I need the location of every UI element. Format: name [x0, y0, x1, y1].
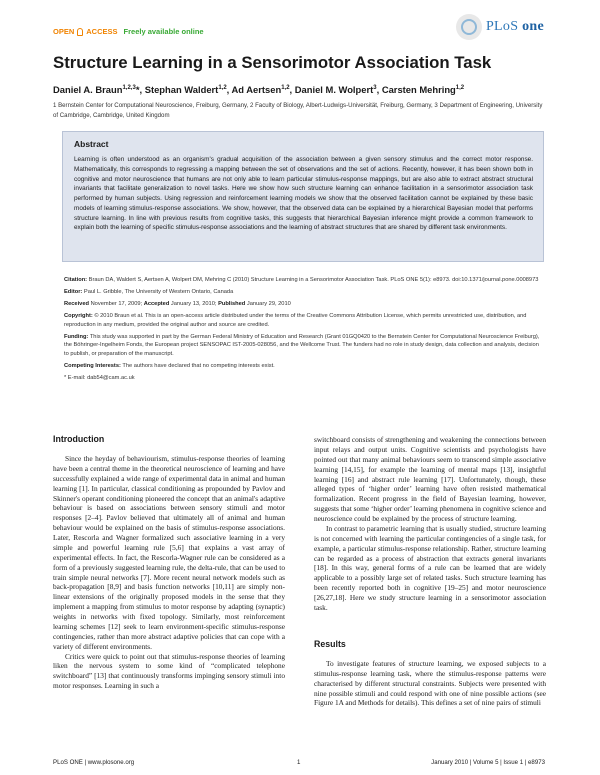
copyright [64, 312, 542, 329]
logo-text [486, 19, 544, 35]
footer-journal: PLoS ONE | www.plosone.org [53, 759, 135, 766]
logo-one: one [522, 19, 544, 34]
author-affil-sup: 1,2 [281, 84, 290, 91]
accepted-date: January 13, 2010; [170, 300, 217, 307]
received-date: November 17, 2009; [90, 300, 143, 307]
email-text: * E-mail: dab54@cam.ac.uk [64, 374, 135, 381]
competing-label: Competing Interests: [64, 362, 121, 369]
competing-interests [64, 362, 542, 371]
author-affil-sup: 3 [373, 84, 377, 91]
logo-plos: PLoS [485, 19, 519, 34]
received-label: Received [64, 300, 89, 307]
published-date: January 29, 2010 [246, 300, 291, 307]
citation-label: Citation: [64, 277, 88, 283]
dates [64, 300, 542, 309]
intro-paragraph-4: In contrast to parametric learning that is usually studied, structure learning is not concerned with learning the particular contingencies of a single task, for example, a particular stimulus-response relationship. Rather, structure learning can be regarded as a process of abstraction that extracts general invariants [18]. In this way, general forms of a rule can be learned that are widely applicable to a possibly large set of related tasks. Such structure learning has been recently reported both in cognitive [19–25] and motor neuroscience [26,27,18]. Here we study structure learning in a sensorimotor association task. [314, 523, 546, 612]
author-separator: , [289, 84, 295, 95]
results-paragraph-1: To investigate features of structure learning, we exposed subjects to a stimulus-response learning task, where the stimulus-response patterns were characterised by different structural constraints. Subjects were presented with nine possible stimuli and could respond with one of nine possible actions (see Figure 1A and Methods for details). This defines a set of nine pairs of stimuli [314, 658, 546, 708]
copyright-label: Copyright: [64, 312, 93, 319]
author-separator: , [376, 84, 382, 95]
results-heading: Results [314, 639, 346, 649]
author-name: Stephan Waldert [144, 84, 219, 95]
intro-paragraph-2: Critics were quick to point out that stimulus-response theories of learning liken the nervous system to some kind of “complicated telephone switchboard” [13] that continuously transforms impinging sensory stimuli into motor responses. Learning in such a [53, 651, 285, 691]
access-label: ACCESS [86, 27, 118, 36]
plos-logo-icon [456, 14, 482, 40]
copyright-text: © 2010 Braun et al. This is an open-access article distributed under the terms of the Creative Commons Attribution License, which permits unrestricted use, distribution, and reproduction in any medium, provided the original author and source are credited. [64, 312, 527, 328]
affiliations: 1 Bernstein Center for Computational Neuroscience, Freiburg, Germany, 2 Faculty of Biology, Albert-Ludwigs-Universität, Freiburg, Germany, 3 Department of Engineering, University of Cambridge, Cambridge, United Kingdom [53, 102, 543, 119]
open-lock-icon [77, 28, 83, 36]
citation-text: Braun DA, Waldert S, Aertsen A, Wolpert DM, Mehring C (2010) Structure Learning in a Sensorimotor Association Task. PLoS ONE 5(1): e8973. doi:10.1371/journal.pone.0008973 [88, 277, 539, 283]
freely-available-label: Freely available online [123, 27, 204, 36]
published-label: Published [218, 300, 246, 307]
author-name: Daniel M. Wolpert [294, 84, 374, 95]
citation [64, 276, 542, 285]
email [64, 374, 542, 383]
author-separator: *, [135, 84, 145, 95]
editor [64, 288, 542, 297]
editor-text: Paul L. Gribble, The University of Western Ontario, Canada [83, 288, 234, 295]
footer-page-number: 1 [297, 759, 301, 766]
open-label: OPEN [53, 27, 75, 36]
author-affil-sup: 1,2 [455, 84, 465, 91]
journal-header [0, 0, 600, 44]
results-section [314, 640, 546, 708]
paper-title: Structure Learning in a Sensorimotor Association Task [53, 53, 492, 72]
author-affil-sup: 1,2,3 [122, 84, 136, 91]
footer-issue: January 2010 | Volume 5 | Issue 1 | e8973 [431, 759, 545, 766]
author-affil-sup: 1,2 [218, 84, 227, 91]
funding-text: This study was supported in part by the German Federal Ministry of Education and Research (Grant 01GQ0420 to the Bernstein Center for Computational Neuroscience Freiburg), the Böhringer-Ingelheim Fonds, the European project SENSOPAC IST-2005-028056, and the Wellcome Trust. The funders had no role in study design, data collection and analysis, decision to publish, or preparation of the manuscript. [64, 333, 540, 357]
abstract-text: Learning is often understood as an organism's gradual acquisition of the association between a given sensory stimulus and the correct motor response. Mathematically, this corresponds to regressing a mapping between the set of observations and the set of actions. Recently, however, it has been shown both in cognitive and motor neuroscience that humans are not only able to learn particular stimulus-response mappings, but are also able to extract abstract structural invariants that facilitate generalization to novel tasks. Here we show how such structure learning can enhance facilitation in a sensorimotor association task performed by human subjects. Using regression and reinforcement learning models we show that the observed facilitation cannot be explained by these basic models of learning stimulus-response associations. We show, however, that the observed data can be explained by a hierarchical Bayesian model that performs structure learning. In line with previous results from cognitive tasks, this suggests that hierarchical Bayesian inference might provide a common framework to explain both the learning of specific stimulus-response associations and the learning of abstract structures that are shared by different task environments. [74, 156, 533, 232]
intro-paragraph-3: switchboard consists of strengthening and weakening the connections between input relays and output units. Cognitive scientists and psychologists have pointed out that many animal behaviours seem to transcend simple associative learning [14,15], for example the learning of mental maps [13], insightful learning [16] and abstract rule learning [17]. Unfortunately, though, these alleged types of ‘higher order’ learning have often resisted mathematical formalization. Recent progress in the field of Bayesian learning, however, suggests that some ‘higher order’ learning phenomena in cognitive science and neuroscience could be explained by the process of structure learning. [314, 435, 546, 523]
intro-paragraph-1: Since the heyday of behaviourism, stimulus-response theories of learning have been a central theme in the theoretical neuroscience of learning and have successfully explained a wide range of experimental data in animal and human learning [1]. In particular, classical conditioning as propounded by Pavlov and Skinner's operant conditioning pioneered the concept that an animal's adaptive behaviour is based on associations between sensory stimuli and motor responses [2–4]. Pavlov believed that ultimately all of animal and human behaviour would be explained on the basis of stimulus-response associations. Later, Rescorla and Wagner formalized such associative learning in a very simple and powerful learning rule [5,6] that explains a vast array of experimental effects. In fact, the Rescorla-Wagner rule can be considered as a form of a previously suggested learning rule, the delta-rule, that can be used to train simple neural networks [7]. More recent neural network models such as back-propagation [8,9] and basis function networks [10,11] are simply non-linear extensions of the originally proposed models in the sense that they implement a mapping from stimulus to motor response by adapting (synaptic) weights in networks with fixed topology. Similarly, most reinforcement learning schemes [12] seek to learn environment-specific stimulus-response contingencies, rather than more abstract adaptive policies that can cope with a variety of different environments. [53, 454, 285, 651]
introduction-heading: Introduction [53, 434, 105, 444]
abstract-box [62, 131, 544, 262]
accepted-label: Accepted [143, 300, 170, 307]
author-name: Daniel A. Braun [53, 84, 123, 95]
open-access-banner [53, 27, 204, 36]
author-list [53, 84, 464, 95]
competing-text: The authors have declared that no competing interests exist. [122, 362, 275, 369]
funding [64, 333, 542, 359]
author-name: Carsten Mehring [381, 84, 456, 95]
author-separator: , [226, 84, 232, 95]
right-column [314, 435, 546, 613]
abstract-heading: Abstract [74, 139, 109, 149]
plos-one-logo [456, 14, 544, 40]
article-metadata [64, 276, 542, 386]
editor-label: Editor: [64, 288, 83, 295]
author-name: Ad Aertsen [231, 84, 282, 95]
funding-label: Funding: [64, 333, 89, 340]
introduction-body [53, 454, 285, 691]
